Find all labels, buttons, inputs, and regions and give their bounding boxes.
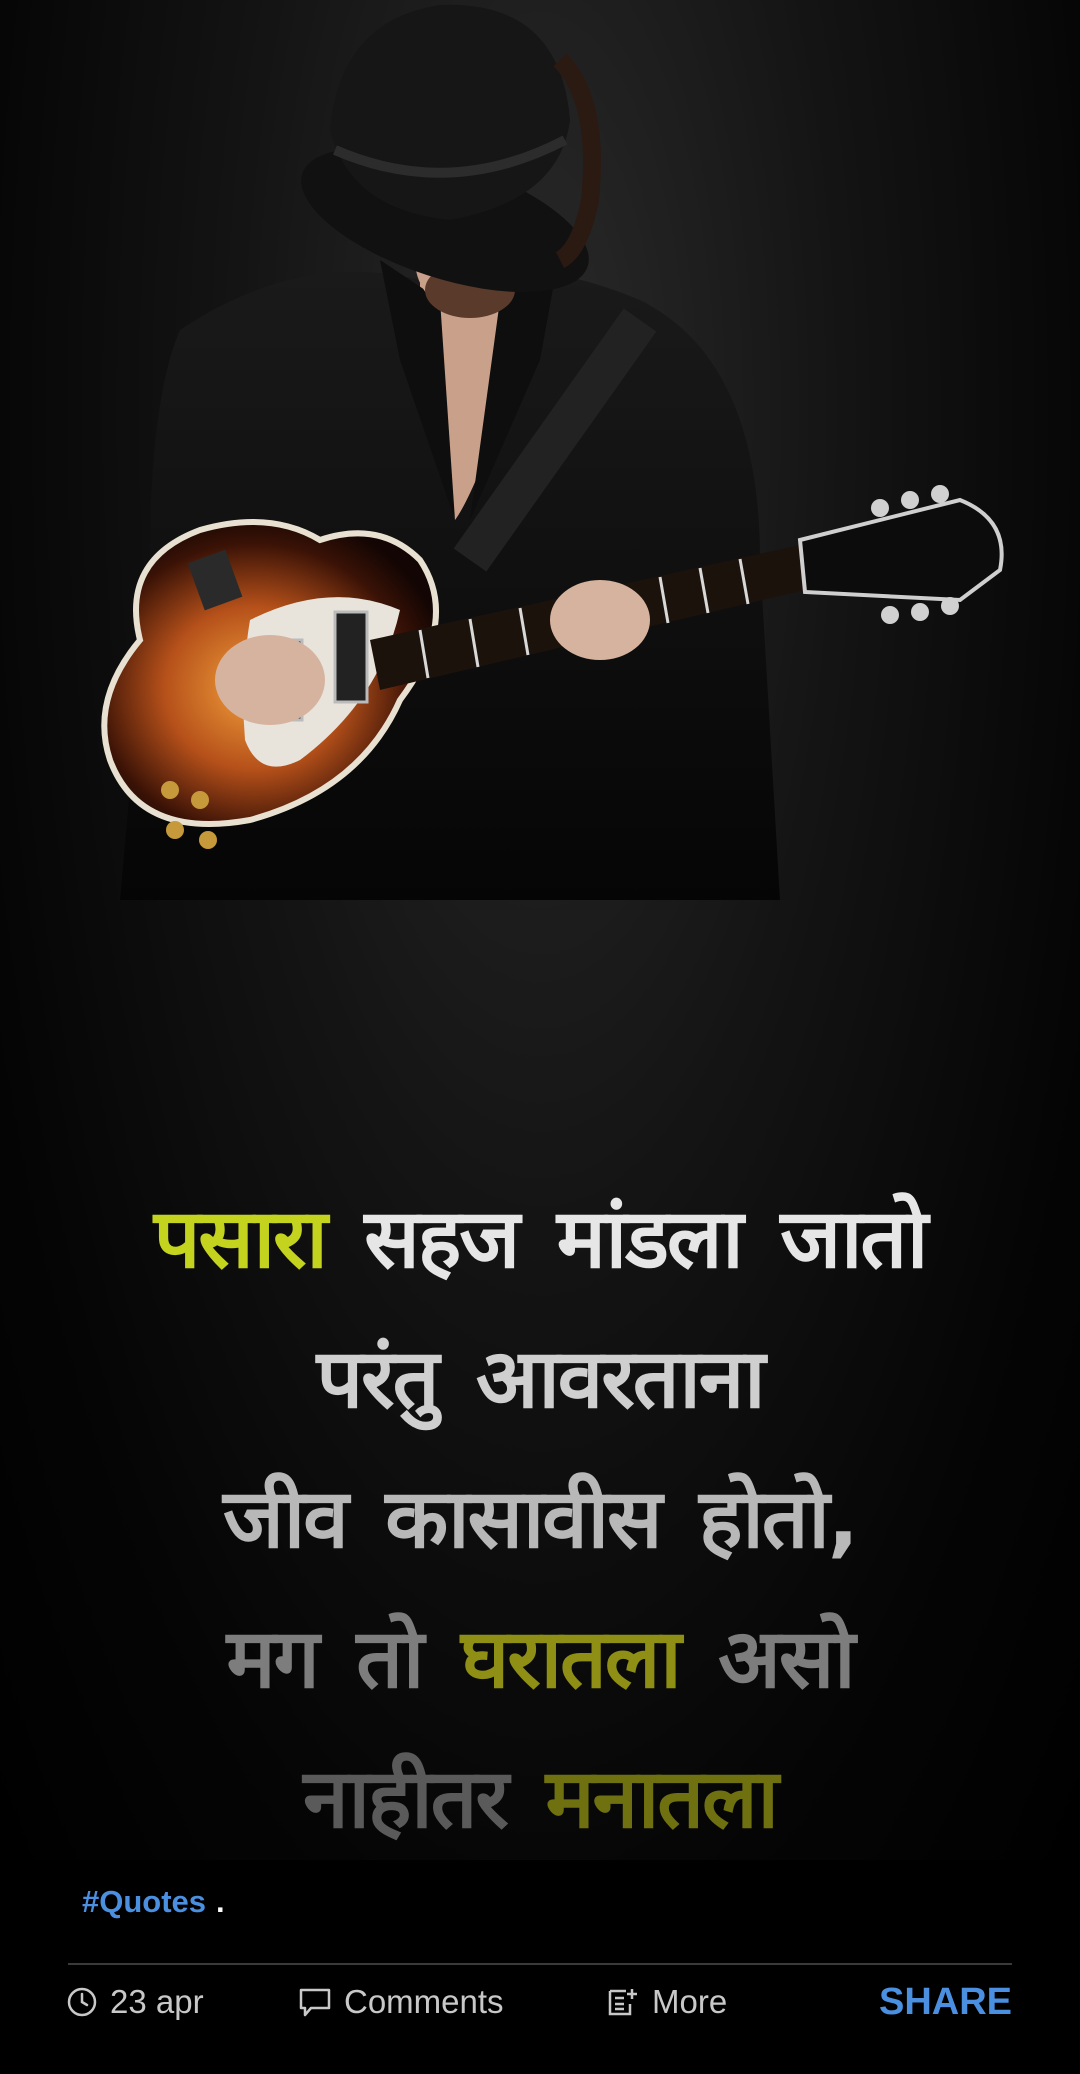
more-button[interactable] <box>606 1972 727 2032</box>
quote-word: जीव <box>223 1472 347 1567</box>
quote-word: असो <box>718 1612 854 1707</box>
quote-word: मनातला <box>545 1752 777 1847</box>
date-label: 23 apr <box>110 1983 204 2020</box>
comments-label: Comments <box>344 1983 504 2020</box>
quote-word: आवरताना <box>475 1332 764 1427</box>
quote-word: घरातला <box>460 1612 680 1707</box>
quote-line-2 <box>0 1310 1080 1450</box>
quote-line-1 <box>0 1170 1080 1310</box>
quote-word: होतो, <box>699 1472 857 1567</box>
quote-word: मांडला <box>556 1192 742 1287</box>
post-date <box>66 1972 204 2032</box>
share-button[interactable]: SHARE <box>878 1981 1012 2023</box>
quote-word: पसारा <box>153 1192 326 1287</box>
comments-button[interactable] <box>298 1972 504 2032</box>
quote-line-4 <box>0 1590 1080 1730</box>
quote-word: परंतु <box>316 1332 438 1427</box>
quote-word: सहज <box>364 1192 519 1287</box>
comment-icon <box>298 1986 332 2018</box>
more-label: More <box>652 1983 728 2020</box>
quote-word: जातो <box>780 1192 927 1287</box>
quote-line-5 <box>0 1730 1080 1860</box>
hashtag-row <box>82 1880 225 1924</box>
quote-word: मग <box>226 1612 318 1707</box>
hashtag-suffix: . <box>216 1884 225 1919</box>
quote-text <box>0 1170 1080 1860</box>
quote-word: नाहीतर <box>303 1752 507 1847</box>
post-footer <box>0 1972 1080 2032</box>
quote-word: तो <box>356 1612 423 1707</box>
quote-word: कासावीस <box>385 1472 661 1567</box>
hashtag-link[interactable]: #Quotes <box>82 1884 207 1919</box>
footer-divider <box>68 1963 1012 1965</box>
guitarist-photo <box>0 0 1080 1000</box>
quote-line-3 <box>0 1450 1080 1590</box>
clock-icon <box>66 1986 98 2018</box>
edit-note-icon <box>606 1986 640 2018</box>
